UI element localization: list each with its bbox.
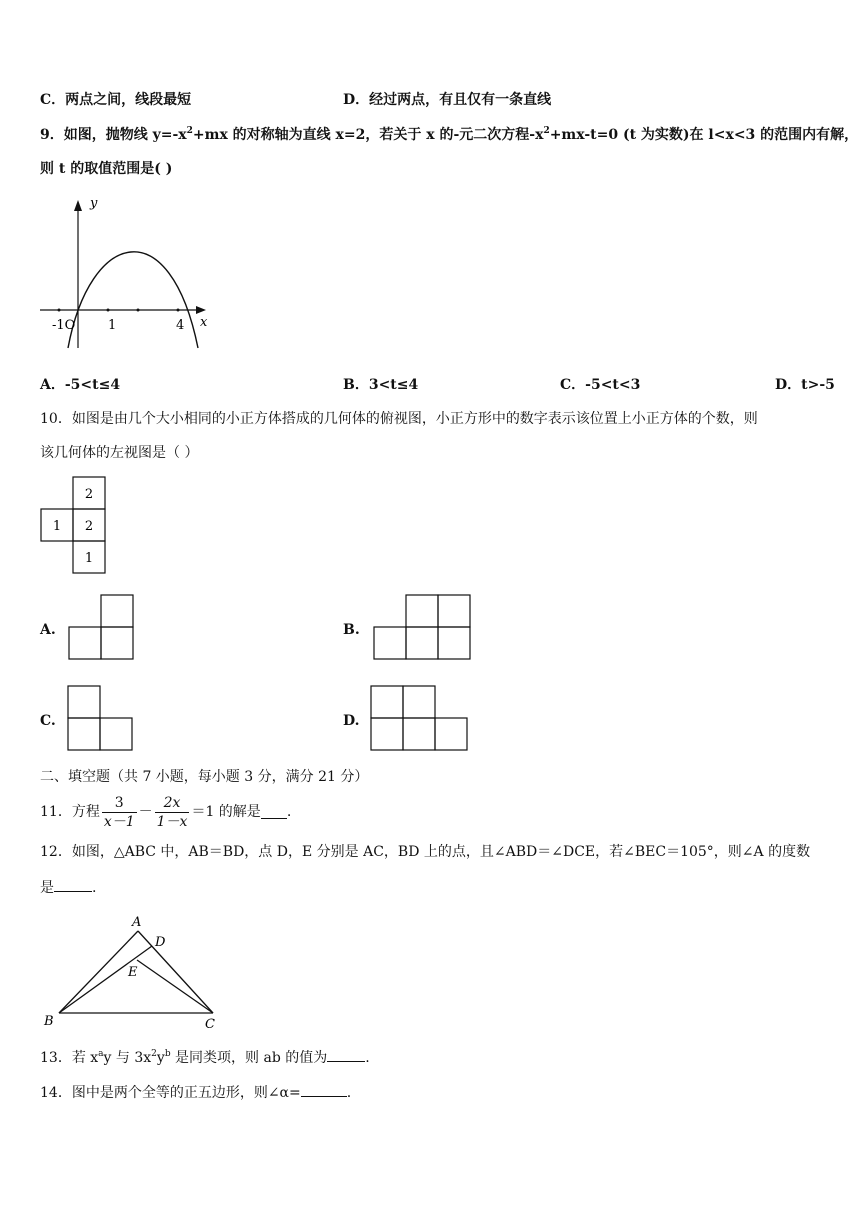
label-e: E (128, 965, 138, 980)
q10-option-c-label: C. (40, 713, 56, 729)
top-view-cell: 2 (84, 519, 94, 534)
top-view-cell: 1 (84, 551, 94, 566)
y-label: y (90, 196, 98, 211)
q8-option-d: D．经过两点，有且仅有一条直线 (343, 92, 552, 108)
q9-option-b: B．3<t≤4 (343, 377, 419, 393)
label-a: A (132, 915, 142, 930)
q11-fraction-1: $\frac{3}{x-1}$ (103, 794, 135, 830)
label-b: B (44, 1014, 54, 1029)
q12-triangle-figure (40, 910, 230, 1035)
y-axis-arrow (74, 200, 82, 211)
origin-label: -1O (52, 318, 76, 333)
q12-answer-blank (54, 879, 92, 892)
segment-bd (59, 946, 152, 1013)
q10-option-b-figure (373, 594, 473, 660)
q10-option-d-figure (370, 685, 470, 751)
q13-answer-blank (327, 1049, 365, 1062)
q11-answer-blank (261, 806, 287, 819)
q10-option-b-label: B. (343, 622, 360, 638)
x-label: x (200, 315, 208, 330)
q11-stem: 11．方程 $\frac{3}{x-1}$ － $\frac{2x}{1-x}$ ＝1 的解是 . (40, 794, 292, 830)
segment-ac (138, 931, 213, 1013)
parabola-curve (68, 252, 198, 348)
q10-option-a-figure (68, 594, 136, 660)
q9-parabola-graph (30, 190, 220, 360)
q10-top-view (40, 475, 110, 575)
q10-option-d-label: D. (343, 713, 360, 729)
q9-option-a: A．-5<t≤4 (40, 377, 121, 393)
q9-option-d: D．t>-5 (775, 377, 835, 393)
q13-stem: 13．若 $x^ay$ 与 $3x^2y^b$ 是同类项，则 ab 的值为 . (40, 1049, 370, 1066)
tick-4-label: 4 (176, 318, 185, 333)
q10-option-a-label: A. (40, 622, 56, 638)
segment-ab (59, 931, 138, 1013)
label-c: C (205, 1017, 215, 1032)
tick-1-label: 1 (108, 318, 117, 333)
q10-stem-line1: 10．如图是由几个大小相同的小正方体搭成的几何体的俯视图，小正方形中的数字表示该位置上小正方体的个数，则 (40, 411, 758, 427)
q14-stem: 14．图中是两个全等的正五边形，则∠α= . (40, 1085, 352, 1101)
q9-option-c: C．-5<t<3 (560, 377, 641, 393)
label-d: D (155, 935, 166, 950)
q11-fraction-2: $\frac{2x}{1-x}$ (156, 794, 188, 830)
q10-stem-line2: 该几何体的左视图是（ ） (40, 445, 199, 461)
q14-answer-blank (301, 1084, 347, 1097)
segment-ec (137, 960, 213, 1013)
q8-option-c: C．两点之间，线段最短 (40, 92, 192, 108)
q9-stem-line1: 9．如图，抛物线 $y=-x^2+mx$ 的对称轴为直线 x=2，若关于 x 的-元二次方程$-x^2+mx-t=0$ (t 为实数)在 l<x<3 的范围内有解， (40, 126, 859, 143)
x-axis-arrow (196, 306, 206, 314)
q12-stem-line1: 12．如图，△ABC 中，AB＝BD，点 D，E 分别是 AC，BD 上的点，且∠ABD＝∠DCE，若∠BEC＝105°，则∠A 的度数 (40, 844, 811, 860)
top-view-cell: 1 (52, 519, 62, 534)
q9-stem-line2: 则 t 的取值范围是( ) (40, 161, 173, 177)
q10-option-c-figure (67, 685, 135, 751)
top-view-cell: 2 (84, 487, 94, 502)
section-heading: 二、填空题（共 7 小题，每小题 3 分，满分 21 分） (40, 769, 369, 785)
q12-stem-line2: 是 . (40, 880, 97, 896)
